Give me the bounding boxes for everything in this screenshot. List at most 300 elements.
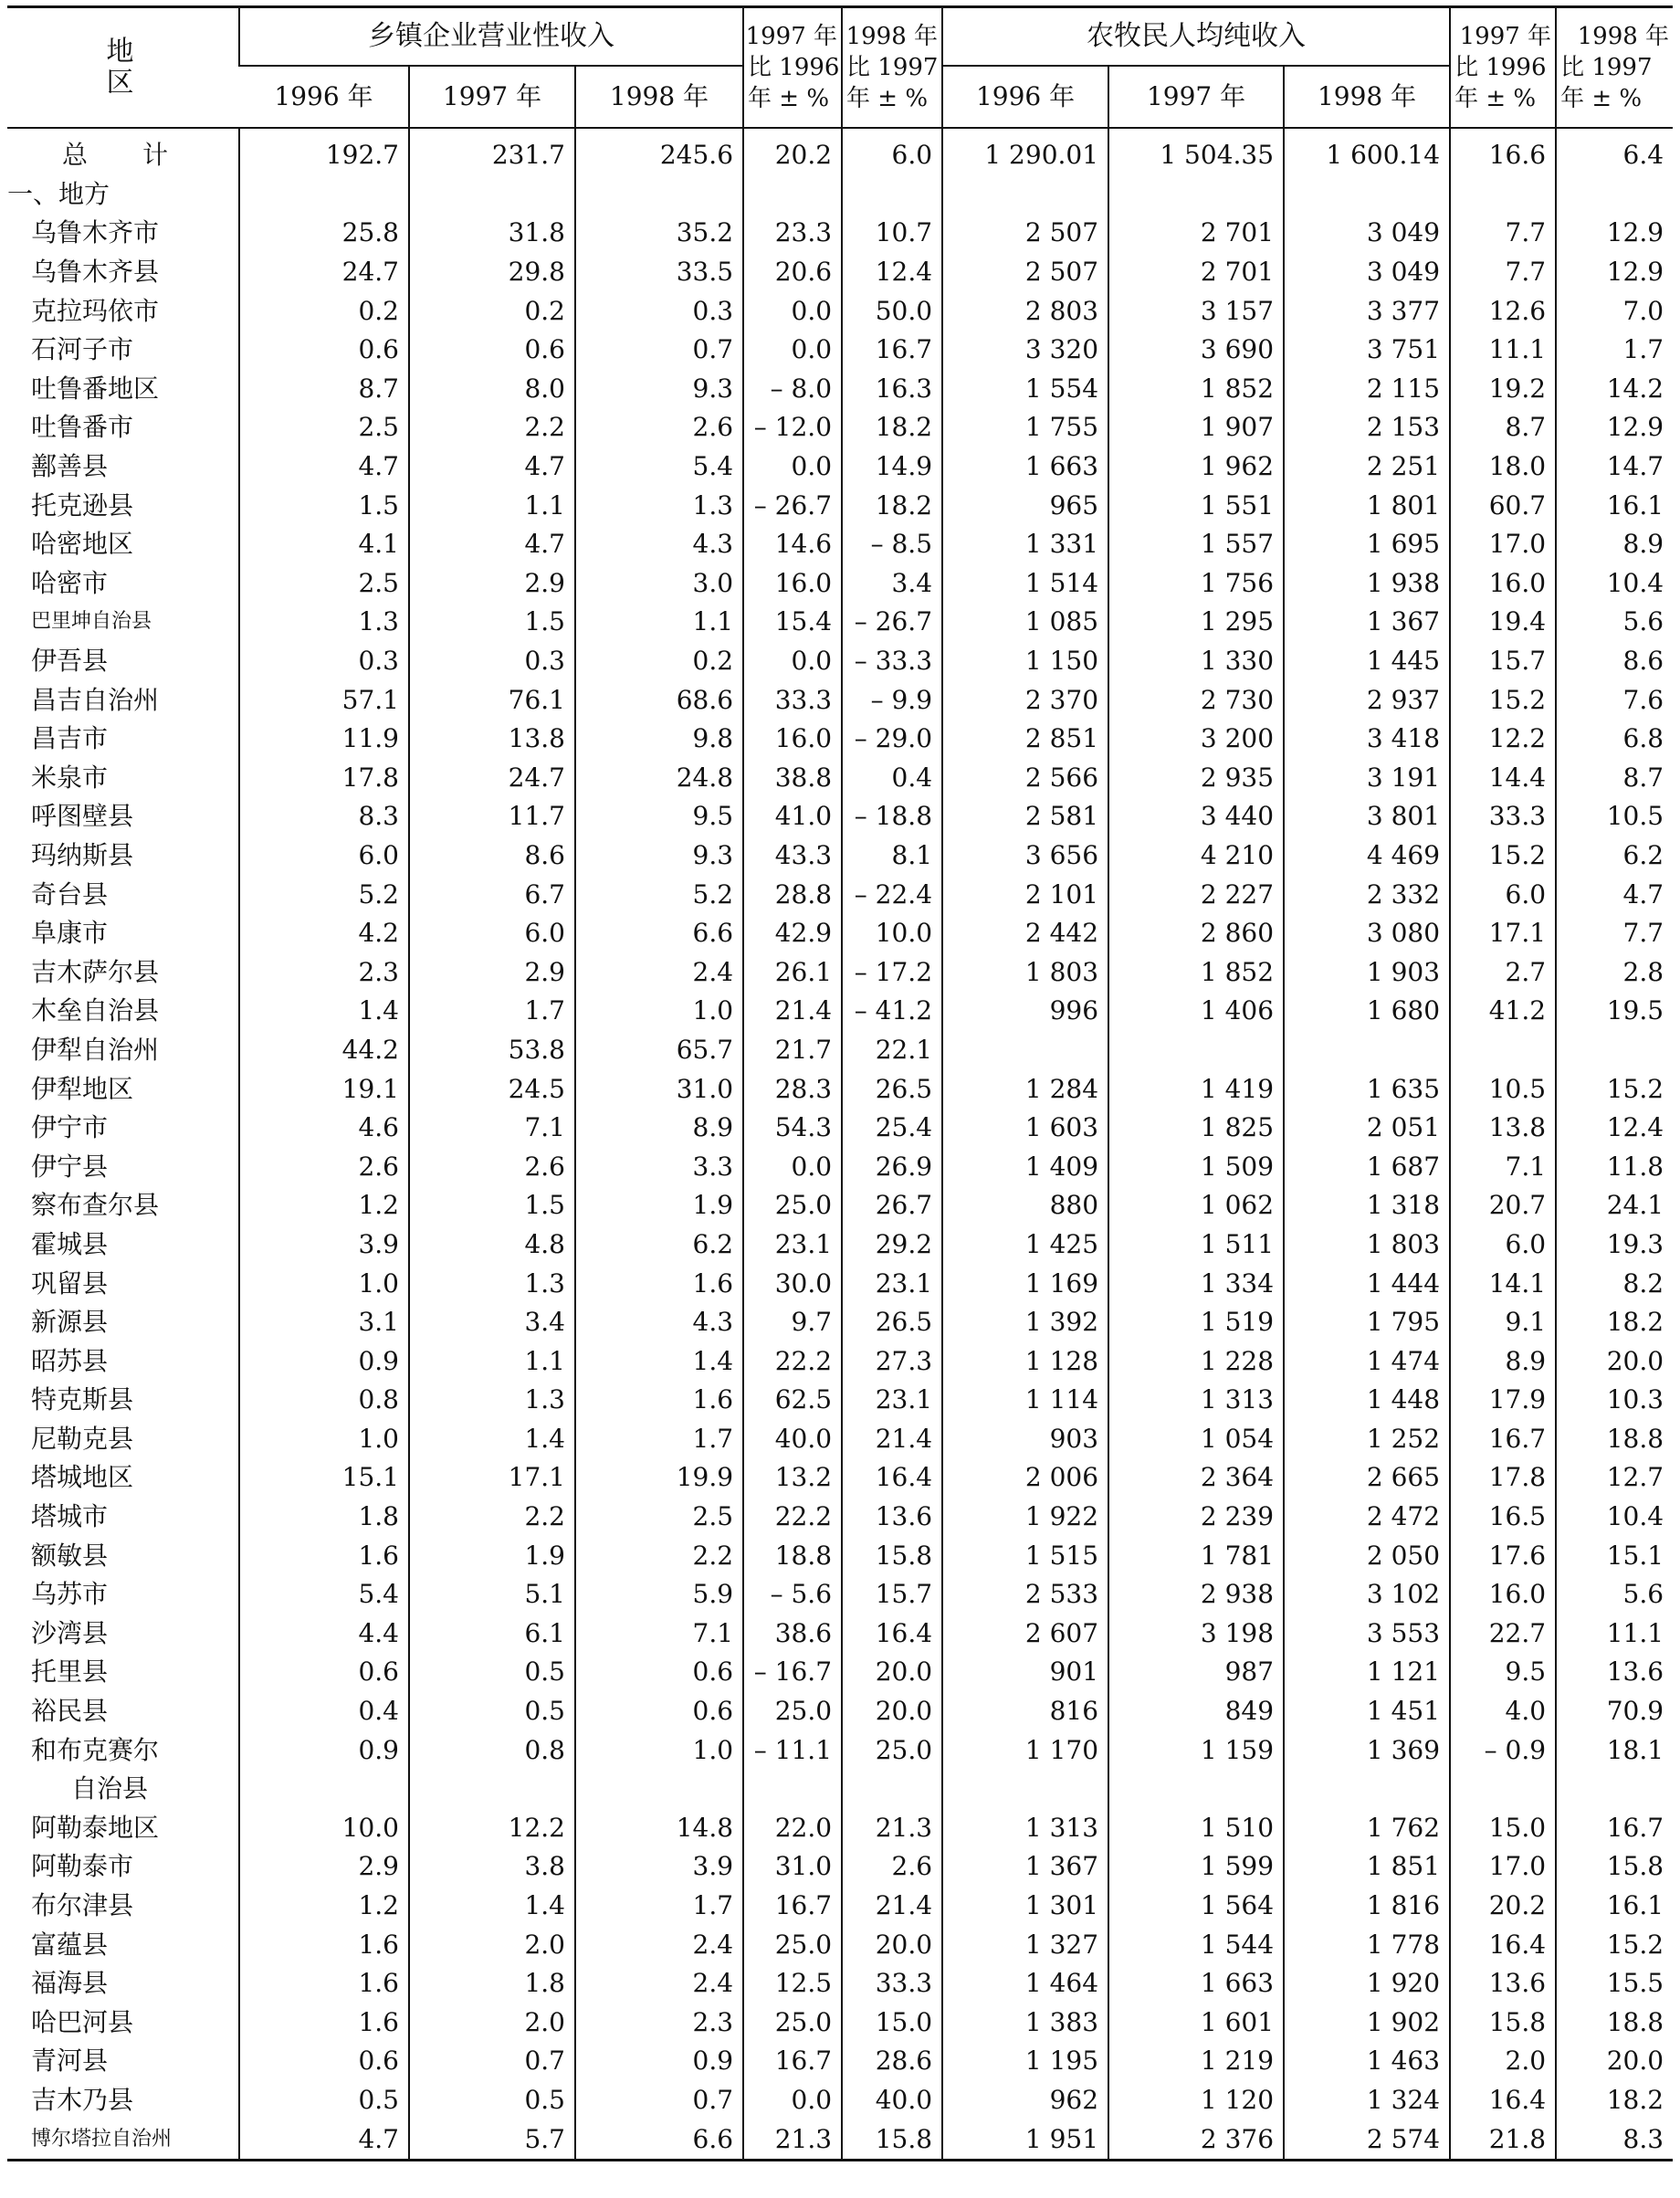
value-cell: 41.2 bbox=[1450, 992, 1556, 1031]
value-cell: 1 603 bbox=[942, 1109, 1108, 1148]
value-cell: 1 687 bbox=[1284, 1147, 1450, 1186]
value-cell: 12.5 bbox=[743, 1964, 842, 2003]
value-cell bbox=[842, 175, 942, 215]
value-cell: 1 762 bbox=[1284, 1809, 1450, 1848]
value-cell: 9.3 bbox=[575, 836, 743, 876]
value-cell: 18.8 bbox=[1556, 1420, 1673, 1459]
value-cell: 8.7 bbox=[239, 370, 409, 409]
value-cell: 16.5 bbox=[1450, 1498, 1556, 1537]
value-cell: 0.0 bbox=[743, 447, 842, 487]
value-cell: 7.1 bbox=[1450, 1147, 1556, 1186]
table-row bbox=[7, 1925, 1673, 1964]
region-name: 霍城县 bbox=[31, 1228, 109, 1259]
value-cell: 19.1 bbox=[239, 1069, 409, 1109]
value-cell: 1 334 bbox=[1108, 1264, 1284, 1303]
region-name: 昌吉自治州 bbox=[31, 684, 160, 715]
region-name: 木垒自治县 bbox=[31, 995, 160, 1026]
value-cell: 4 469 bbox=[1284, 836, 1450, 876]
value-cell: 3.4 bbox=[409, 1303, 575, 1342]
region-name: 吉木乃县 bbox=[31, 2084, 134, 2115]
region-name: 裕民县 bbox=[31, 1696, 109, 1727]
value-cell: – 8.5 bbox=[842, 525, 942, 564]
value-cell: 8.9 bbox=[575, 1109, 743, 1148]
value-cell: 1 599 bbox=[1108, 1847, 1284, 1887]
value-cell bbox=[842, 1770, 942, 1809]
value-cell: 1 778 bbox=[1284, 1925, 1450, 1964]
value-cell: 2 051 bbox=[1284, 1109, 1450, 1148]
table-row bbox=[7, 2042, 1673, 2081]
value-cell: 31.0 bbox=[575, 1069, 743, 1109]
value-cell: 13.8 bbox=[1450, 1109, 1556, 1148]
value-cell: 1 920 bbox=[1284, 1964, 1450, 2003]
value-cell: 1.2 bbox=[239, 1887, 409, 1926]
value-cell: 4.7 bbox=[239, 447, 409, 487]
region-name: 额敏县 bbox=[31, 1540, 109, 1571]
header-line: 年 ± % bbox=[748, 85, 830, 112]
value-cell: 1 601 bbox=[1108, 2003, 1284, 2043]
value-cell: 962 bbox=[942, 2081, 1108, 2120]
value-cell: 13.6 bbox=[1556, 1653, 1673, 1692]
value-cell: 2 153 bbox=[1284, 408, 1450, 447]
value-cell: 40.0 bbox=[842, 2081, 942, 2120]
value-cell: 1 406 bbox=[1108, 992, 1284, 1031]
value-cell: 21.8 bbox=[1450, 2119, 1556, 2160]
value-cell: 1 663 bbox=[1108, 1964, 1284, 2003]
value-cell: 1 795 bbox=[1284, 1303, 1450, 1342]
value-cell: 849 bbox=[1108, 1692, 1284, 1731]
value-cell: 1 425 bbox=[942, 1225, 1108, 1265]
value-cell: 1 825 bbox=[1108, 1109, 1284, 1148]
value-cell bbox=[1108, 1770, 1284, 1809]
table-row bbox=[7, 1147, 1673, 1186]
value-cell: 5.6 bbox=[1556, 1575, 1673, 1614]
value-cell: 3 377 bbox=[1284, 291, 1450, 331]
region-name: 吐鲁番市 bbox=[31, 412, 134, 443]
value-cell bbox=[1556, 175, 1673, 215]
value-cell: 0.8 bbox=[239, 1381, 409, 1420]
value-cell: 2 937 bbox=[1284, 680, 1450, 720]
value-cell: 1 318 bbox=[1284, 1186, 1450, 1225]
value-cell: 5.4 bbox=[575, 447, 743, 487]
value-cell: 12.2 bbox=[409, 1809, 575, 1848]
value-cell: 15.1 bbox=[1556, 1536, 1673, 1575]
value-cell: 12.4 bbox=[842, 253, 942, 292]
value-cell: 1 801 bbox=[1284, 486, 1450, 525]
region-name: 吐鲁番地区 bbox=[31, 373, 160, 404]
value-cell: 18.2 bbox=[1556, 1303, 1673, 1342]
value-cell: 22.7 bbox=[1450, 1614, 1556, 1654]
value-cell: 6.7 bbox=[409, 875, 575, 914]
value-cell: 43.3 bbox=[743, 836, 842, 876]
region-name: 奇台县 bbox=[31, 878, 109, 910]
table-row bbox=[7, 175, 1673, 215]
value-cell: 1 504.35 bbox=[1108, 128, 1284, 175]
value-cell: 0.6 bbox=[239, 2042, 409, 2081]
value-cell: 2 115 bbox=[1284, 370, 1450, 409]
value-cell: 2 851 bbox=[942, 720, 1108, 759]
table-row bbox=[7, 1730, 1673, 1770]
value-cell bbox=[1450, 1031, 1556, 1070]
region-name: 鄯善县 bbox=[31, 451, 109, 482]
value-cell: 3 049 bbox=[1284, 214, 1450, 253]
value-cell: 29.2 bbox=[842, 1225, 942, 1265]
value-cell: 1 445 bbox=[1284, 642, 1450, 681]
value-cell: 21.7 bbox=[743, 1031, 842, 1070]
township-enterprise-revenue-header: 乡镇企业营业性收入 bbox=[239, 7, 743, 67]
value-cell bbox=[1284, 1031, 1450, 1070]
value-cell: 3 080 bbox=[1284, 914, 1450, 953]
value-cell: – 29.0 bbox=[842, 720, 942, 759]
value-cell: 4.4 bbox=[239, 1614, 409, 1654]
value-cell: 987 bbox=[1108, 1653, 1284, 1692]
value-cell: 20.6 bbox=[743, 253, 842, 292]
value-cell: 8.3 bbox=[239, 797, 409, 836]
region-name: 乌鲁木齐县 bbox=[31, 257, 160, 288]
value-cell: 2.6 bbox=[409, 1147, 575, 1186]
region-name: 托克逊县 bbox=[31, 489, 134, 521]
value-cell: 1 331 bbox=[942, 525, 1108, 564]
value-cell: 11.9 bbox=[239, 720, 409, 759]
value-cell bbox=[239, 175, 409, 215]
region-name: 沙湾县 bbox=[31, 1617, 109, 1648]
value-cell: 2 364 bbox=[1108, 1458, 1284, 1498]
value-cell: 1 852 bbox=[1108, 952, 1284, 992]
value-cell bbox=[239, 1770, 409, 1809]
value-cell: 2.5 bbox=[239, 408, 409, 447]
value-cell: 1 284 bbox=[942, 1069, 1108, 1109]
value-cell: – 5.6 bbox=[743, 1575, 842, 1614]
value-cell: 3.9 bbox=[575, 1847, 743, 1887]
value-cell: 17.9 bbox=[1450, 1381, 1556, 1420]
table-row bbox=[7, 1303, 1673, 1342]
value-cell: 901 bbox=[942, 1653, 1108, 1692]
value-cell bbox=[1450, 175, 1556, 215]
value-cell: 1 464 bbox=[942, 1964, 1108, 2003]
value-cell: 2.4 bbox=[575, 1964, 743, 2003]
table-row bbox=[7, 836, 1673, 876]
value-cell: – 11.1 bbox=[743, 1730, 842, 1770]
value-cell: 4.3 bbox=[575, 525, 743, 564]
region-name: 米泉市 bbox=[31, 762, 109, 793]
value-cell: 1.3 bbox=[409, 1264, 575, 1303]
value-cell: 15.8 bbox=[1450, 2003, 1556, 2043]
value-cell: 15.1 bbox=[239, 1458, 409, 1498]
value-cell: 3 440 bbox=[1108, 797, 1284, 836]
value-cell: 16.0 bbox=[1450, 1575, 1556, 1614]
table-row bbox=[7, 1809, 1673, 1848]
value-cell: 12.9 bbox=[1556, 214, 1673, 253]
value-cell: 9.3 bbox=[575, 370, 743, 409]
value-cell: 13.2 bbox=[743, 1458, 842, 1498]
value-cell: 1.4 bbox=[409, 1420, 575, 1459]
value-cell bbox=[575, 175, 743, 215]
value-cell: 8.2 bbox=[1556, 1264, 1673, 1303]
value-cell: 0.0 bbox=[743, 642, 842, 681]
value-cell: 1.9 bbox=[575, 1186, 743, 1225]
region-name: 伊犁自治州 bbox=[31, 1034, 160, 1065]
value-cell: 2.2 bbox=[575, 1536, 743, 1575]
table-row bbox=[7, 1225, 1673, 1265]
year-1998-header: 1998 年 bbox=[1284, 66, 1450, 128]
value-cell: 18.2 bbox=[842, 486, 942, 525]
value-cell: 17.0 bbox=[1450, 525, 1556, 564]
value-cell: 42.9 bbox=[743, 914, 842, 953]
region-name: 塔城市 bbox=[31, 1501, 109, 1532]
value-cell: 76.1 bbox=[409, 680, 575, 720]
region-name: 新源县 bbox=[31, 1307, 109, 1338]
value-cell: 19.5 bbox=[1556, 992, 1673, 1031]
value-cell: 16.6 bbox=[1450, 128, 1556, 175]
value-cell: 15.0 bbox=[1450, 1809, 1556, 1848]
value-cell: 16.7 bbox=[1450, 1420, 1556, 1459]
value-cell: 6.8 bbox=[1556, 720, 1673, 759]
value-cell: 10.3 bbox=[1556, 1381, 1673, 1420]
value-cell: 9.1 bbox=[1450, 1303, 1556, 1342]
value-cell: 1 219 bbox=[1108, 2042, 1284, 2081]
value-cell: 20.0 bbox=[1556, 1341, 1673, 1381]
value-cell: 8.3 bbox=[1556, 2119, 1673, 2160]
value-cell: 1.1 bbox=[409, 486, 575, 525]
table-row bbox=[7, 720, 1673, 759]
table-row bbox=[7, 2119, 1673, 2160]
value-cell: 1 451 bbox=[1284, 1692, 1450, 1731]
value-cell: 0.0 bbox=[743, 2081, 842, 2120]
value-cell: 20.2 bbox=[743, 128, 842, 175]
farmer-income-header: 农牧民人均纯收入 bbox=[942, 7, 1450, 67]
value-cell: 20.0 bbox=[842, 1653, 942, 1692]
value-cell: 1 330 bbox=[1108, 642, 1284, 681]
table-row bbox=[7, 1692, 1673, 1731]
region-name: 总计 bbox=[62, 140, 224, 171]
value-cell: 12.4 bbox=[1556, 1109, 1673, 1148]
value-cell: 33.5 bbox=[575, 253, 743, 292]
value-cell: 0.0 bbox=[743, 291, 842, 331]
table-row bbox=[7, 992, 1673, 1031]
value-cell: 8.9 bbox=[1450, 1341, 1556, 1381]
value-cell: 1 510 bbox=[1108, 1809, 1284, 1848]
value-cell: 3 049 bbox=[1284, 253, 1450, 292]
header-line: 年 ± % bbox=[846, 85, 929, 112]
value-cell: 11.1 bbox=[1556, 1614, 1673, 1654]
value-cell: 2.7 bbox=[1450, 952, 1556, 992]
value-cell: 53.8 bbox=[409, 1031, 575, 1070]
value-cell: 25.8 bbox=[239, 214, 409, 253]
value-cell: 15.8 bbox=[842, 2119, 942, 2160]
value-cell bbox=[942, 1770, 1108, 1809]
value-cell bbox=[1556, 1031, 1673, 1070]
value-cell: 22.1 bbox=[842, 1031, 942, 1070]
table-row bbox=[7, 1614, 1673, 1654]
value-cell: 1 695 bbox=[1284, 525, 1450, 564]
value-cell: 1 511 bbox=[1108, 1225, 1284, 1265]
value-cell: 8.1 bbox=[842, 836, 942, 876]
value-cell: 2.3 bbox=[239, 952, 409, 992]
value-cell: 41.0 bbox=[743, 797, 842, 836]
value-cell: 11.8 bbox=[1556, 1147, 1673, 1186]
value-cell: 1 515 bbox=[942, 1536, 1108, 1575]
value-cell: 10.4 bbox=[1556, 564, 1673, 604]
value-cell: – 22.4 bbox=[842, 875, 942, 914]
value-cell: 38.6 bbox=[743, 1614, 842, 1654]
value-cell: 16.0 bbox=[743, 564, 842, 604]
value-cell: 9.7 bbox=[743, 1303, 842, 1342]
region-name: 伊宁县 bbox=[31, 1151, 109, 1182]
value-cell: 1.7 bbox=[575, 1887, 743, 1926]
value-cell: 23.1 bbox=[842, 1264, 942, 1303]
table-row bbox=[7, 291, 1673, 331]
table-row bbox=[7, 1186, 1673, 1225]
value-cell: 3.9 bbox=[239, 1225, 409, 1265]
value-cell: 44.2 bbox=[239, 1031, 409, 1070]
value-cell bbox=[942, 1031, 1108, 1070]
value-cell: 12.9 bbox=[1556, 408, 1673, 447]
table-row bbox=[7, 1964, 1673, 2003]
value-cell: 1.5 bbox=[409, 603, 575, 642]
value-cell: 1 509 bbox=[1108, 1147, 1284, 1186]
region-name: 阜康市 bbox=[31, 918, 109, 949]
value-cell: 1 159 bbox=[1108, 1730, 1284, 1770]
value-cell: 13.8 bbox=[409, 720, 575, 759]
year-1997-header: 1997 年 bbox=[1108, 66, 1284, 128]
table-row bbox=[7, 253, 1673, 292]
value-cell: 0.0 bbox=[743, 1147, 842, 1186]
value-cell: 2 332 bbox=[1284, 875, 1450, 914]
value-cell: 3 191 bbox=[1284, 759, 1450, 798]
value-cell: 11.1 bbox=[1450, 331, 1556, 370]
table-row bbox=[7, 1770, 1673, 1809]
region-name: 哈密地区 bbox=[31, 529, 134, 560]
value-cell bbox=[1108, 175, 1284, 215]
region-name: 昭苏县 bbox=[31, 1345, 109, 1376]
value-cell: 0.3 bbox=[409, 642, 575, 681]
value-cell: 18.2 bbox=[842, 408, 942, 447]
value-cell: 28.3 bbox=[743, 1069, 842, 1109]
value-cell: 1 519 bbox=[1108, 1303, 1284, 1342]
value-cell: 16.7 bbox=[743, 1887, 842, 1926]
value-cell: 6.0 bbox=[239, 836, 409, 876]
value-cell: 23.3 bbox=[743, 214, 842, 253]
table-row bbox=[7, 1887, 1673, 1926]
value-cell: 1 962 bbox=[1108, 447, 1284, 487]
value-cell: 25.0 bbox=[743, 1186, 842, 1225]
value-cell: 2 472 bbox=[1284, 1498, 1450, 1537]
table-row bbox=[7, 1069, 1673, 1109]
value-cell: 1 635 bbox=[1284, 1069, 1450, 1109]
value-cell: 6.4 bbox=[1556, 128, 1673, 175]
region-name: 哈巴河县 bbox=[31, 2006, 134, 2037]
value-cell: 0.7 bbox=[409, 2042, 575, 2081]
value-cell: 2 935 bbox=[1108, 759, 1284, 798]
value-cell: 1.4 bbox=[409, 1887, 575, 1926]
table-row bbox=[7, 952, 1673, 992]
value-cell: 17.6 bbox=[1450, 1536, 1556, 1575]
value-cell: 5.6 bbox=[1556, 603, 1673, 642]
value-cell: 3 553 bbox=[1284, 1614, 1450, 1654]
value-cell: 6.0 bbox=[1450, 1225, 1556, 1265]
table-row bbox=[7, 1109, 1673, 1148]
value-cell: 2 803 bbox=[942, 291, 1108, 331]
value-cell: 1.8 bbox=[409, 1964, 575, 2003]
region-name: 伊宁市 bbox=[31, 1112, 109, 1143]
value-cell: 0.7 bbox=[575, 331, 743, 370]
value-cell: 0.6 bbox=[575, 1653, 743, 1692]
year-1997-header: 1997 年 bbox=[409, 66, 575, 128]
value-cell: 0.6 bbox=[239, 331, 409, 370]
table-row bbox=[7, 564, 1673, 604]
value-cell: 1.6 bbox=[239, 2003, 409, 2043]
value-cell: 15.0 bbox=[842, 2003, 942, 2043]
value-cell: – 16.7 bbox=[743, 1653, 842, 1692]
value-cell: – 9.9 bbox=[842, 680, 942, 720]
table-row bbox=[7, 797, 1673, 836]
value-cell: 1 781 bbox=[1108, 1536, 1284, 1575]
value-cell: 2.2 bbox=[409, 408, 575, 447]
value-cell: 16.0 bbox=[1450, 564, 1556, 604]
table-row bbox=[7, 914, 1673, 953]
value-cell: 0.5 bbox=[239, 2081, 409, 2120]
value-cell: 10.5 bbox=[1450, 1069, 1556, 1109]
value-cell: 18.0 bbox=[1450, 447, 1556, 487]
value-cell: 28.6 bbox=[842, 2042, 942, 2081]
value-cell: 1 902 bbox=[1284, 2003, 1450, 2043]
value-cell: 3 751 bbox=[1284, 331, 1450, 370]
value-cell bbox=[1108, 1031, 1284, 1070]
value-cell: 965 bbox=[942, 486, 1108, 525]
value-cell: 1.3 bbox=[409, 1381, 575, 1420]
value-cell: 2 006 bbox=[942, 1458, 1108, 1498]
value-cell: 28.8 bbox=[743, 875, 842, 914]
value-cell: 1 474 bbox=[1284, 1341, 1450, 1381]
value-cell: 65.7 bbox=[575, 1031, 743, 1070]
value-cell: – 26.7 bbox=[743, 486, 842, 525]
value-cell: 3.1 bbox=[239, 1303, 409, 1342]
region-name: 昌吉市 bbox=[31, 723, 109, 754]
value-cell: 19.3 bbox=[1556, 1225, 1673, 1265]
value-cell: 1 121 bbox=[1284, 1653, 1450, 1692]
income-change-1997-header bbox=[1450, 7, 1556, 129]
value-cell: 2 566 bbox=[942, 759, 1108, 798]
table-row bbox=[7, 1536, 1673, 1575]
value-cell: 4 210 bbox=[1108, 836, 1284, 876]
value-cell: 1 564 bbox=[1108, 1887, 1284, 1926]
value-cell: 24.5 bbox=[409, 1069, 575, 1109]
value-cell: 70.9 bbox=[1556, 1692, 1673, 1731]
value-cell: 1.6 bbox=[239, 1925, 409, 1964]
value-cell: 4.7 bbox=[409, 525, 575, 564]
revenue-change-1998-header bbox=[842, 7, 942, 129]
value-cell: 13.6 bbox=[1450, 1964, 1556, 2003]
value-cell: 19.9 bbox=[575, 1458, 743, 1498]
value-cell: 6.0 bbox=[842, 128, 942, 175]
value-cell: 2.0 bbox=[409, 1925, 575, 1964]
value-cell: 15.8 bbox=[1556, 1847, 1673, 1887]
value-cell bbox=[1450, 1770, 1556, 1809]
value-cell: 1 600.14 bbox=[1284, 128, 1450, 175]
value-cell: – 18.8 bbox=[842, 797, 942, 836]
value-cell: 4.7 bbox=[239, 2119, 409, 2160]
value-cell: 7.7 bbox=[1450, 214, 1556, 253]
value-cell: 20.0 bbox=[1556, 2042, 1673, 2081]
value-cell: 5.1 bbox=[409, 1575, 575, 1614]
value-cell: 15.2 bbox=[1450, 836, 1556, 876]
value-cell: 22.2 bbox=[743, 1341, 842, 1381]
value-cell: 1.5 bbox=[409, 1186, 575, 1225]
table-row bbox=[7, 1420, 1673, 1459]
value-cell: 1.0 bbox=[575, 1730, 743, 1770]
value-cell: 0.8 bbox=[409, 1730, 575, 1770]
region-name: 巴里坤自治县 bbox=[31, 610, 152, 634]
value-cell bbox=[409, 1770, 575, 1809]
